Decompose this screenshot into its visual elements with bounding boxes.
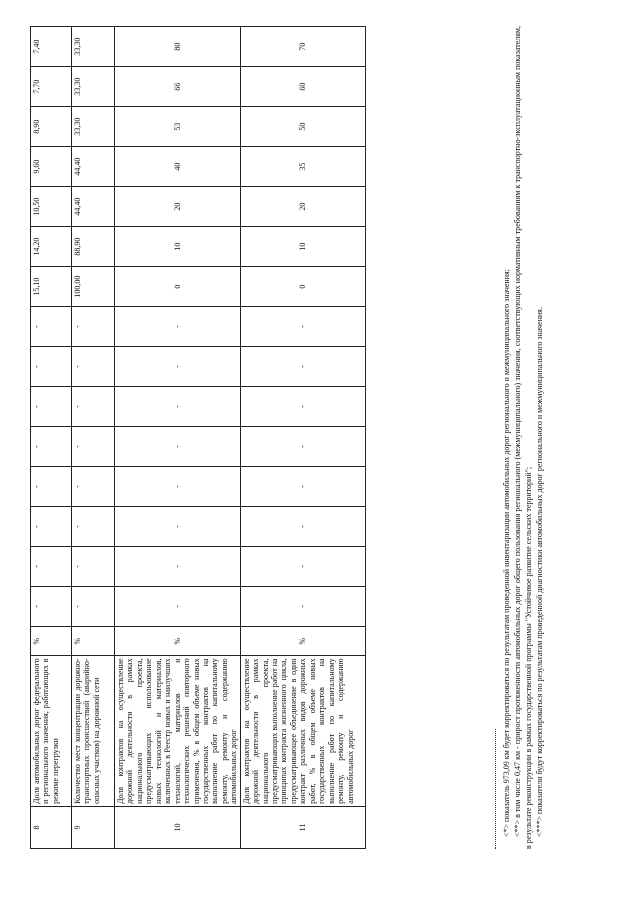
footnotes <box>495 26 547 849</box>
value-cell: 53 <box>115 107 241 147</box>
row-number: 8 <box>31 806 72 848</box>
value-cell: - <box>31 427 72 467</box>
value-cell: - <box>240 546 365 586</box>
value-cell: 66 <box>115 67 241 107</box>
unit-cell: % <box>240 626 365 655</box>
table-row <box>115 27 241 849</box>
value-cell: 60 <box>240 67 365 107</box>
value-cell: - <box>115 387 241 427</box>
value-cell: - <box>115 506 241 546</box>
value-cell: - <box>240 387 365 427</box>
value-cell: - <box>72 467 115 507</box>
value-cell: 10 <box>240 227 365 267</box>
value-cell: 88,90 <box>72 227 115 267</box>
value-cell: - <box>115 347 241 387</box>
value-cell: 33,30 <box>72 27 115 67</box>
indicator-name: Доля автомобильных дорог федерального и регионального значения, работающих в режиме перегрузки <box>31 656 72 807</box>
value-cell: 14,20 <box>31 227 72 267</box>
footnote-1: <*> показатель 973,09 км будет корректироваться по результатам проведенной инвентаризации автомобильных дорог регионального и межмуниципального значения; <box>502 269 511 837</box>
footnote-separator <box>495 729 496 849</box>
value-cell: 7,70 <box>31 67 72 107</box>
value-cell: - <box>240 467 365 507</box>
value-cell: - <box>72 387 115 427</box>
value-cell: - <box>72 347 115 387</box>
value-cell: 20 <box>240 187 365 227</box>
value-cell: 44,40 <box>72 187 115 227</box>
value-cell: - <box>31 307 72 347</box>
value-cell: - <box>115 586 241 626</box>
value-cell: - <box>72 427 115 467</box>
value-cell: - <box>72 586 115 626</box>
table-row <box>72 27 115 849</box>
row-number: 9 <box>72 806 115 848</box>
value-cell: - <box>31 506 72 546</box>
value-cell: - <box>72 307 115 347</box>
indicator-name: Доля контрактов на осуществление дорожной деятельности в рамках национального проекта, предусматривающих использование новых технологий и материалов, включенных в Реестр новых и наилучших технологий, материалов и технологических решений повторного применения, % в общем объеме новых государственных контрактов на выполнение работ по капитальному ремонту, ремонту и содержанию автомобильных дорог <box>115 656 241 807</box>
indicators-table <box>30 26 366 849</box>
unit-cell: % <box>72 626 115 655</box>
value-cell: 15,10 <box>31 267 72 307</box>
value-cell: 10 <box>115 227 241 267</box>
value-cell: - <box>31 347 72 387</box>
value-cell: 20 <box>115 187 241 227</box>
value-cell: - <box>240 307 365 347</box>
indicator-name: Доля контрактов на осуществление дорожной деятельности в рамках национального проекта, предусматривающих выполнение работ на принципах контракта жизненного цикла, предусматривающее объединение в один контракт различных видов дорожных работ, % в общем объеме новых государственных контрактов на выполнение работ по капитальному ремонту, ремонту и содержанию автомобильных дорог <box>240 656 365 807</box>
value-cell: 7,40 <box>31 27 72 67</box>
unit-cell: % <box>115 626 241 655</box>
value-cell: - <box>31 586 72 626</box>
value-cell: - <box>115 427 241 467</box>
value-cell: 80 <box>115 27 241 67</box>
value-cell: 33,30 <box>72 67 115 107</box>
table-row <box>240 27 365 849</box>
value-cell: - <box>115 467 241 507</box>
value-cell: - <box>240 347 365 387</box>
value-cell: 33,30 <box>72 107 115 147</box>
value-cell: 9,60 <box>31 147 72 187</box>
table-row <box>31 27 72 849</box>
value-cell: 35 <box>240 147 365 187</box>
value-cell: - <box>31 467 72 507</box>
value-cell: - <box>72 546 115 586</box>
value-cell: - <box>240 586 365 626</box>
value-cell: 0 <box>240 267 365 307</box>
value-cell: - <box>31 546 72 586</box>
row-number: 10 <box>115 806 241 848</box>
value-cell: - <box>72 506 115 546</box>
value-cell: 50 <box>240 107 365 147</box>
row-number: 11 <box>240 806 365 848</box>
value-cell: 10,50 <box>31 187 72 227</box>
value-cell: - <box>240 506 365 546</box>
value-cell: - <box>115 546 241 586</box>
footnote-2: <**> в том числе 0,47 км - прирост протяженности автомобильных дорог общего пользования регионального (межмуниципального) значения, соответствующих нормативным требованиям к транспортно-эксплуатационным показателям, в результате реконструкции в рамках государственной программы "Устойчивое развитие сельских территорий"; <box>513 26 533 849</box>
value-cell: - <box>115 307 241 347</box>
value-cell: 0 <box>115 267 241 307</box>
value-cell: - <box>31 387 72 427</box>
value-cell: 70 <box>240 27 365 67</box>
value-cell: 100,00 <box>72 267 115 307</box>
footnote-3: <***> показатели будут корректироваться по результатам проведенной диагностики автомобильных дорог регионального и межмуниципального значения. <box>535 307 545 837</box>
indicator-name: Количество мест концентрации дорожно-транспортных происшествий (аварийно-опасных участков) на дорожной сети <box>72 656 115 807</box>
value-cell: 8,90 <box>31 107 72 147</box>
unit-cell: % <box>31 626 72 655</box>
value-cell: 40 <box>115 147 241 187</box>
value-cell: - <box>240 427 365 467</box>
value-cell: 44,40 <box>72 147 115 187</box>
